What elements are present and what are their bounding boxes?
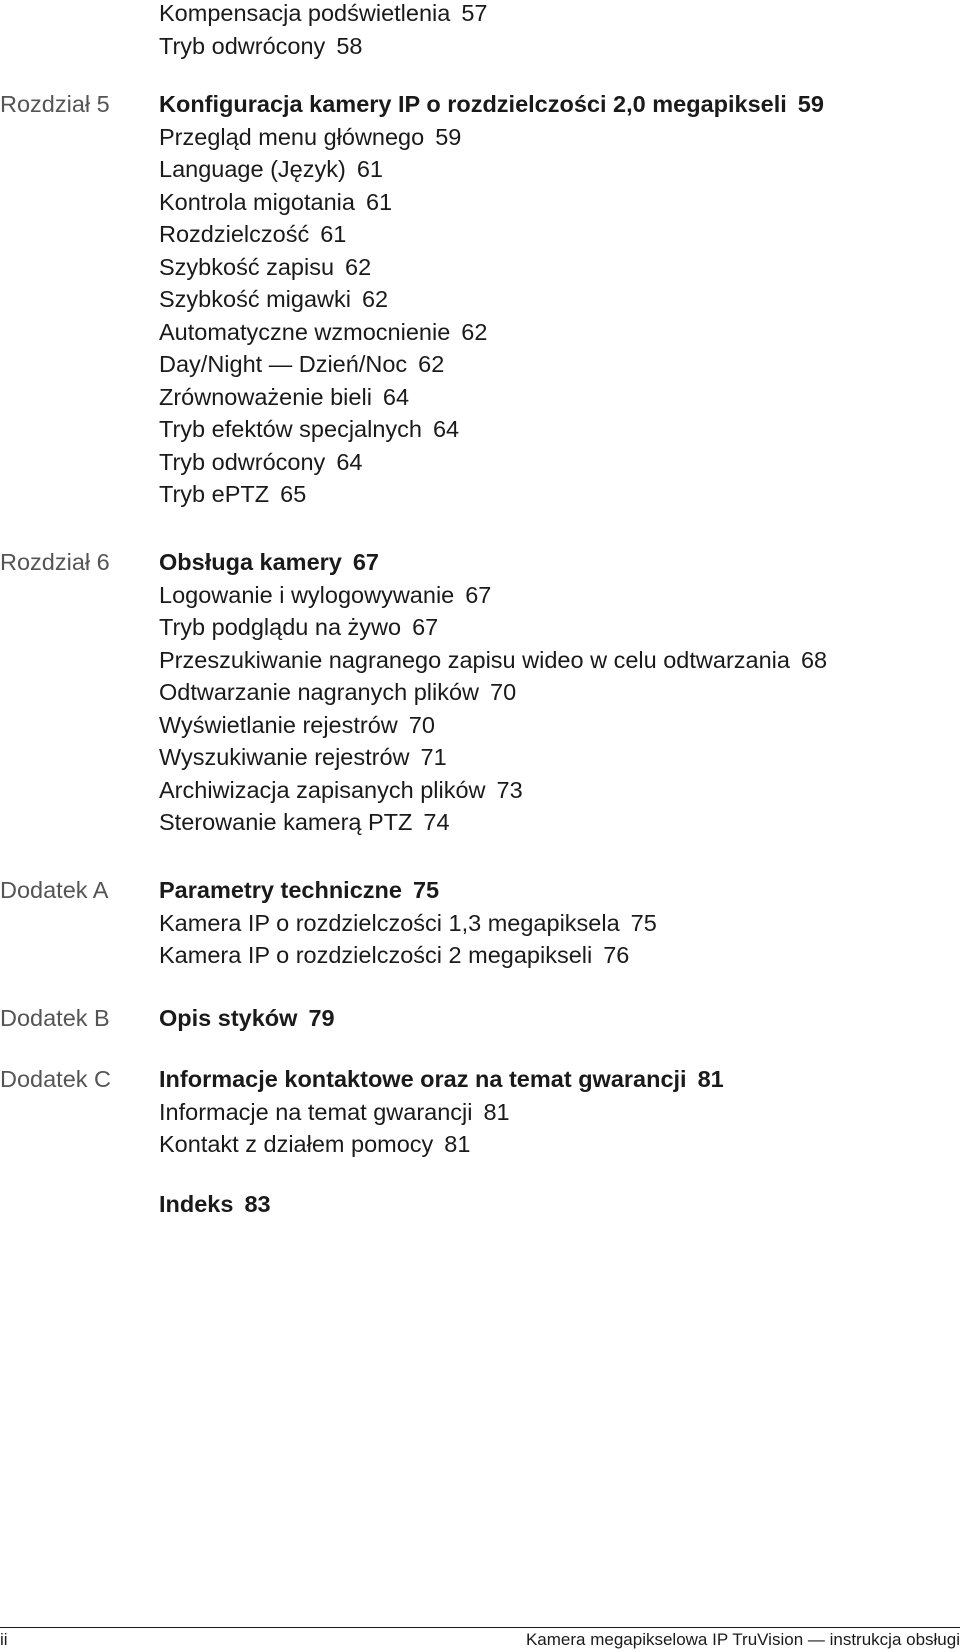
toc-entry[interactable]: Wyświetlanie rejestrów 70 (159, 711, 435, 738)
page-number: 70 (490, 679, 517, 705)
page-number: 62 (418, 351, 445, 377)
toc-entry[interactable]: Kamera IP o rozdzielczości 1,3 megapiksela 75 (159, 909, 657, 936)
toc-entry[interactable]: Tryb odwrócony 64 (159, 448, 363, 475)
page-number: 62 (461, 318, 488, 345)
toc-entry[interactable]: Szybkość migawki 62 (159, 286, 389, 312)
toc-entry[interactable]: Zrównoważenie bieli 64 (159, 383, 410, 410)
page-number: 64 (382, 383, 410, 410)
page-number: 67 (465, 581, 492, 608)
page-number: 71 (420, 744, 447, 770)
toc-entry[interactable]: Tryb efektów specjalnych 64 (159, 416, 460, 442)
section-label: Rozdział 6 (0, 549, 110, 575)
toc-entry[interactable]: Logowanie i wylogowywanie 67 (159, 581, 492, 608)
toc-entry[interactable]: Kontakt z działem pomocy 81 (159, 1131, 471, 1157)
toc-entry[interactable]: Tryb podglądu na żywo 67 (159, 614, 439, 640)
page-number: 76 (603, 942, 630, 968)
page-number: 61 (320, 221, 347, 247)
page-number: 68 (800, 646, 828, 673)
toc-entry[interactable]: Tryb ePTZ 65 (159, 481, 307, 507)
toc-entry[interactable]: Kompensacja podświetlenia 57 (159, 0, 488, 26)
page-number: 61 (356, 156, 383, 182)
section-label: Dodatek C (0, 1066, 112, 1092)
page-number: 62 (361, 286, 389, 312)
page-number: 57 (461, 0, 488, 26)
toc-section-title[interactable]: Konfiguracja kamery IP o rozdzielczości 2,0 megapikseli 59 (159, 91, 824, 117)
page-number: 75 (412, 877, 440, 903)
section-label: Dodatek A (0, 877, 109, 903)
toc-entry[interactable]: Language (Język) 61 (159, 156, 383, 182)
page-number: 59 (435, 123, 462, 150)
section-label: Dodatek B (0, 1005, 110, 1031)
toc-entry[interactable]: Przegląd menu głównego 59 (159, 123, 462, 150)
toc-entry[interactable]: Automatyczne wzmocnienie 62 (159, 318, 488, 345)
page-number: 70 (408, 711, 435, 738)
toc-entry[interactable]: Przeszukiwanie nagranego zapisu wideo w celu odtwarzania 68 (159, 646, 828, 673)
toc-entry[interactable]: Odtwarzanie nagranych plików 70 (159, 679, 517, 705)
page-number: 59 (797, 91, 824, 117)
page-number: 67 (352, 549, 379, 575)
toc-entry[interactable]: Rozdzielczość 61 (159, 221, 347, 247)
page-number: 81 (697, 1066, 724, 1092)
page-number: 74 (423, 809, 450, 835)
page-number: 65 (280, 481, 307, 507)
toc-entry[interactable]: Sterowanie kamerą PTZ 74 (159, 809, 450, 835)
page-number: 61 (365, 188, 393, 215)
page-footer (0, 1627, 960, 1652)
toc-entry[interactable]: Tryb odwrócony 58 (159, 32, 363, 59)
toc-entry[interactable]: Kamera IP o rozdzielczości 2 megapikseli 76 (159, 942, 630, 968)
page-number: 64 (432, 416, 460, 442)
toc-entry[interactable]: Wyszukiwanie rejestrów 71 (159, 744, 447, 770)
toc-entry[interactable]: Kontrola migotania 61 (159, 188, 393, 215)
page-number: 79 (308, 1005, 335, 1031)
page-number: 83 (244, 1191, 271, 1217)
toc-section-title[interactable]: Opis styków 79 (159, 1005, 335, 1031)
toc-section-title[interactable]: Parametry techniczne 75 (159, 877, 440, 903)
page-number: 58 (336, 32, 363, 59)
footer-document-title: Kamera megapikselowa IP TruVision — instrukcja obsługi (525, 1630, 960, 1649)
page-number: 73 (496, 776, 523, 803)
toc-entry[interactable]: Day/Night — Dzień/Noc 62 (159, 351, 445, 377)
page-number: 67 (412, 614, 439, 640)
page-number: 81 (444, 1131, 471, 1157)
page-number: 64 (336, 448, 363, 475)
toc-section-title[interactable]: Obsługa kamery 67 (159, 549, 379, 575)
toc-continued-items (159, 0, 487, 62)
page-number: 62 (345, 253, 372, 280)
toc-section-title[interactable]: Indeks 83 (159, 1191, 271, 1217)
toc-entry[interactable]: Informacje na temat gwarancji 81 (159, 1098, 510, 1125)
toc-entry[interactable]: Archiwizacja zapisanych plików 73 (159, 776, 523, 803)
footer-page-number: ii (0, 1630, 8, 1649)
toc-entry[interactable]: Szybkość zapisu 62 (159, 253, 372, 280)
section-label: Rozdział 5 (0, 91, 110, 117)
page-number: 81 (483, 1098, 510, 1125)
page-number: 75 (630, 909, 657, 936)
toc-section-title[interactable]: Informacje kontaktowe oraz na temat gwarancji 81 (159, 1066, 724, 1092)
